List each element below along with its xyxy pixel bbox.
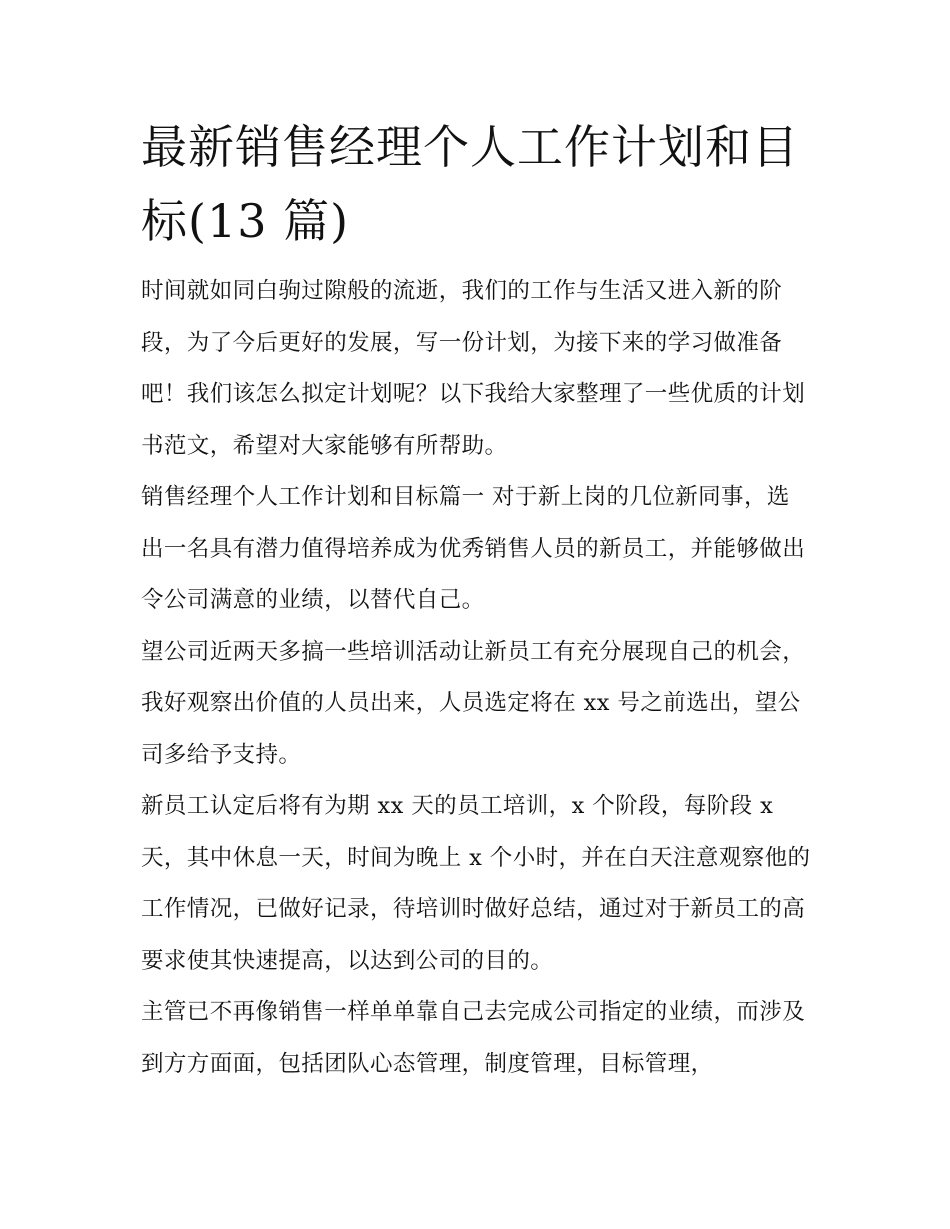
paragraph-training-plan: 新员工认定后将有为期 xx 天的员工培训，x 个阶段，每阶段 x 天，其中休息一天，时间为晚上 x 个小时，并在白天注意观察他的工作情况，已做好记录，待培训时做好总结，通过对于新员工的高要求使其快速提高，以达到公司的目的。 [141,793,811,974]
paragraph-intro: 时间就如同白驹过隙般的流逝，我们的工作与生活又进入新的阶段，为了今后更好的发展，写一份计划，为接下来的学习做准备吧！我们该怎么拟定计划呢？以下我给大家整理了一些优质的计划书范文，希望对大家能够有所帮助。 [141,278,806,459]
document-title: 最新销售经理个人工作计划和目标(13 篇) [141,120,799,248]
paragraph-training-request: 望公司近两天多搞一些培训活动让新员工有充分展现自己的机会，我好观察出价值的人员出来，人员选定将在 xx 号之前选出，望公司多给予支持。 [141,638,806,768]
paragraph-supervisor-role: 主管已不再像销售一样单单靠自己去完成公司指定的业绩，而涉及到方方面面，包括团队心态管理，制度管理，目标管理， [141,999,806,1077]
document-page [141,110,811,1090]
paragraph-section-one: 销售经理个人工作计划和目标篇一 对于新上岗的几位新同事，选出一名具有潜力值得培养成为优秀销售人员的新员工，并能够做出令公司满意的业绩，以替代自己。 [141,484,806,613]
